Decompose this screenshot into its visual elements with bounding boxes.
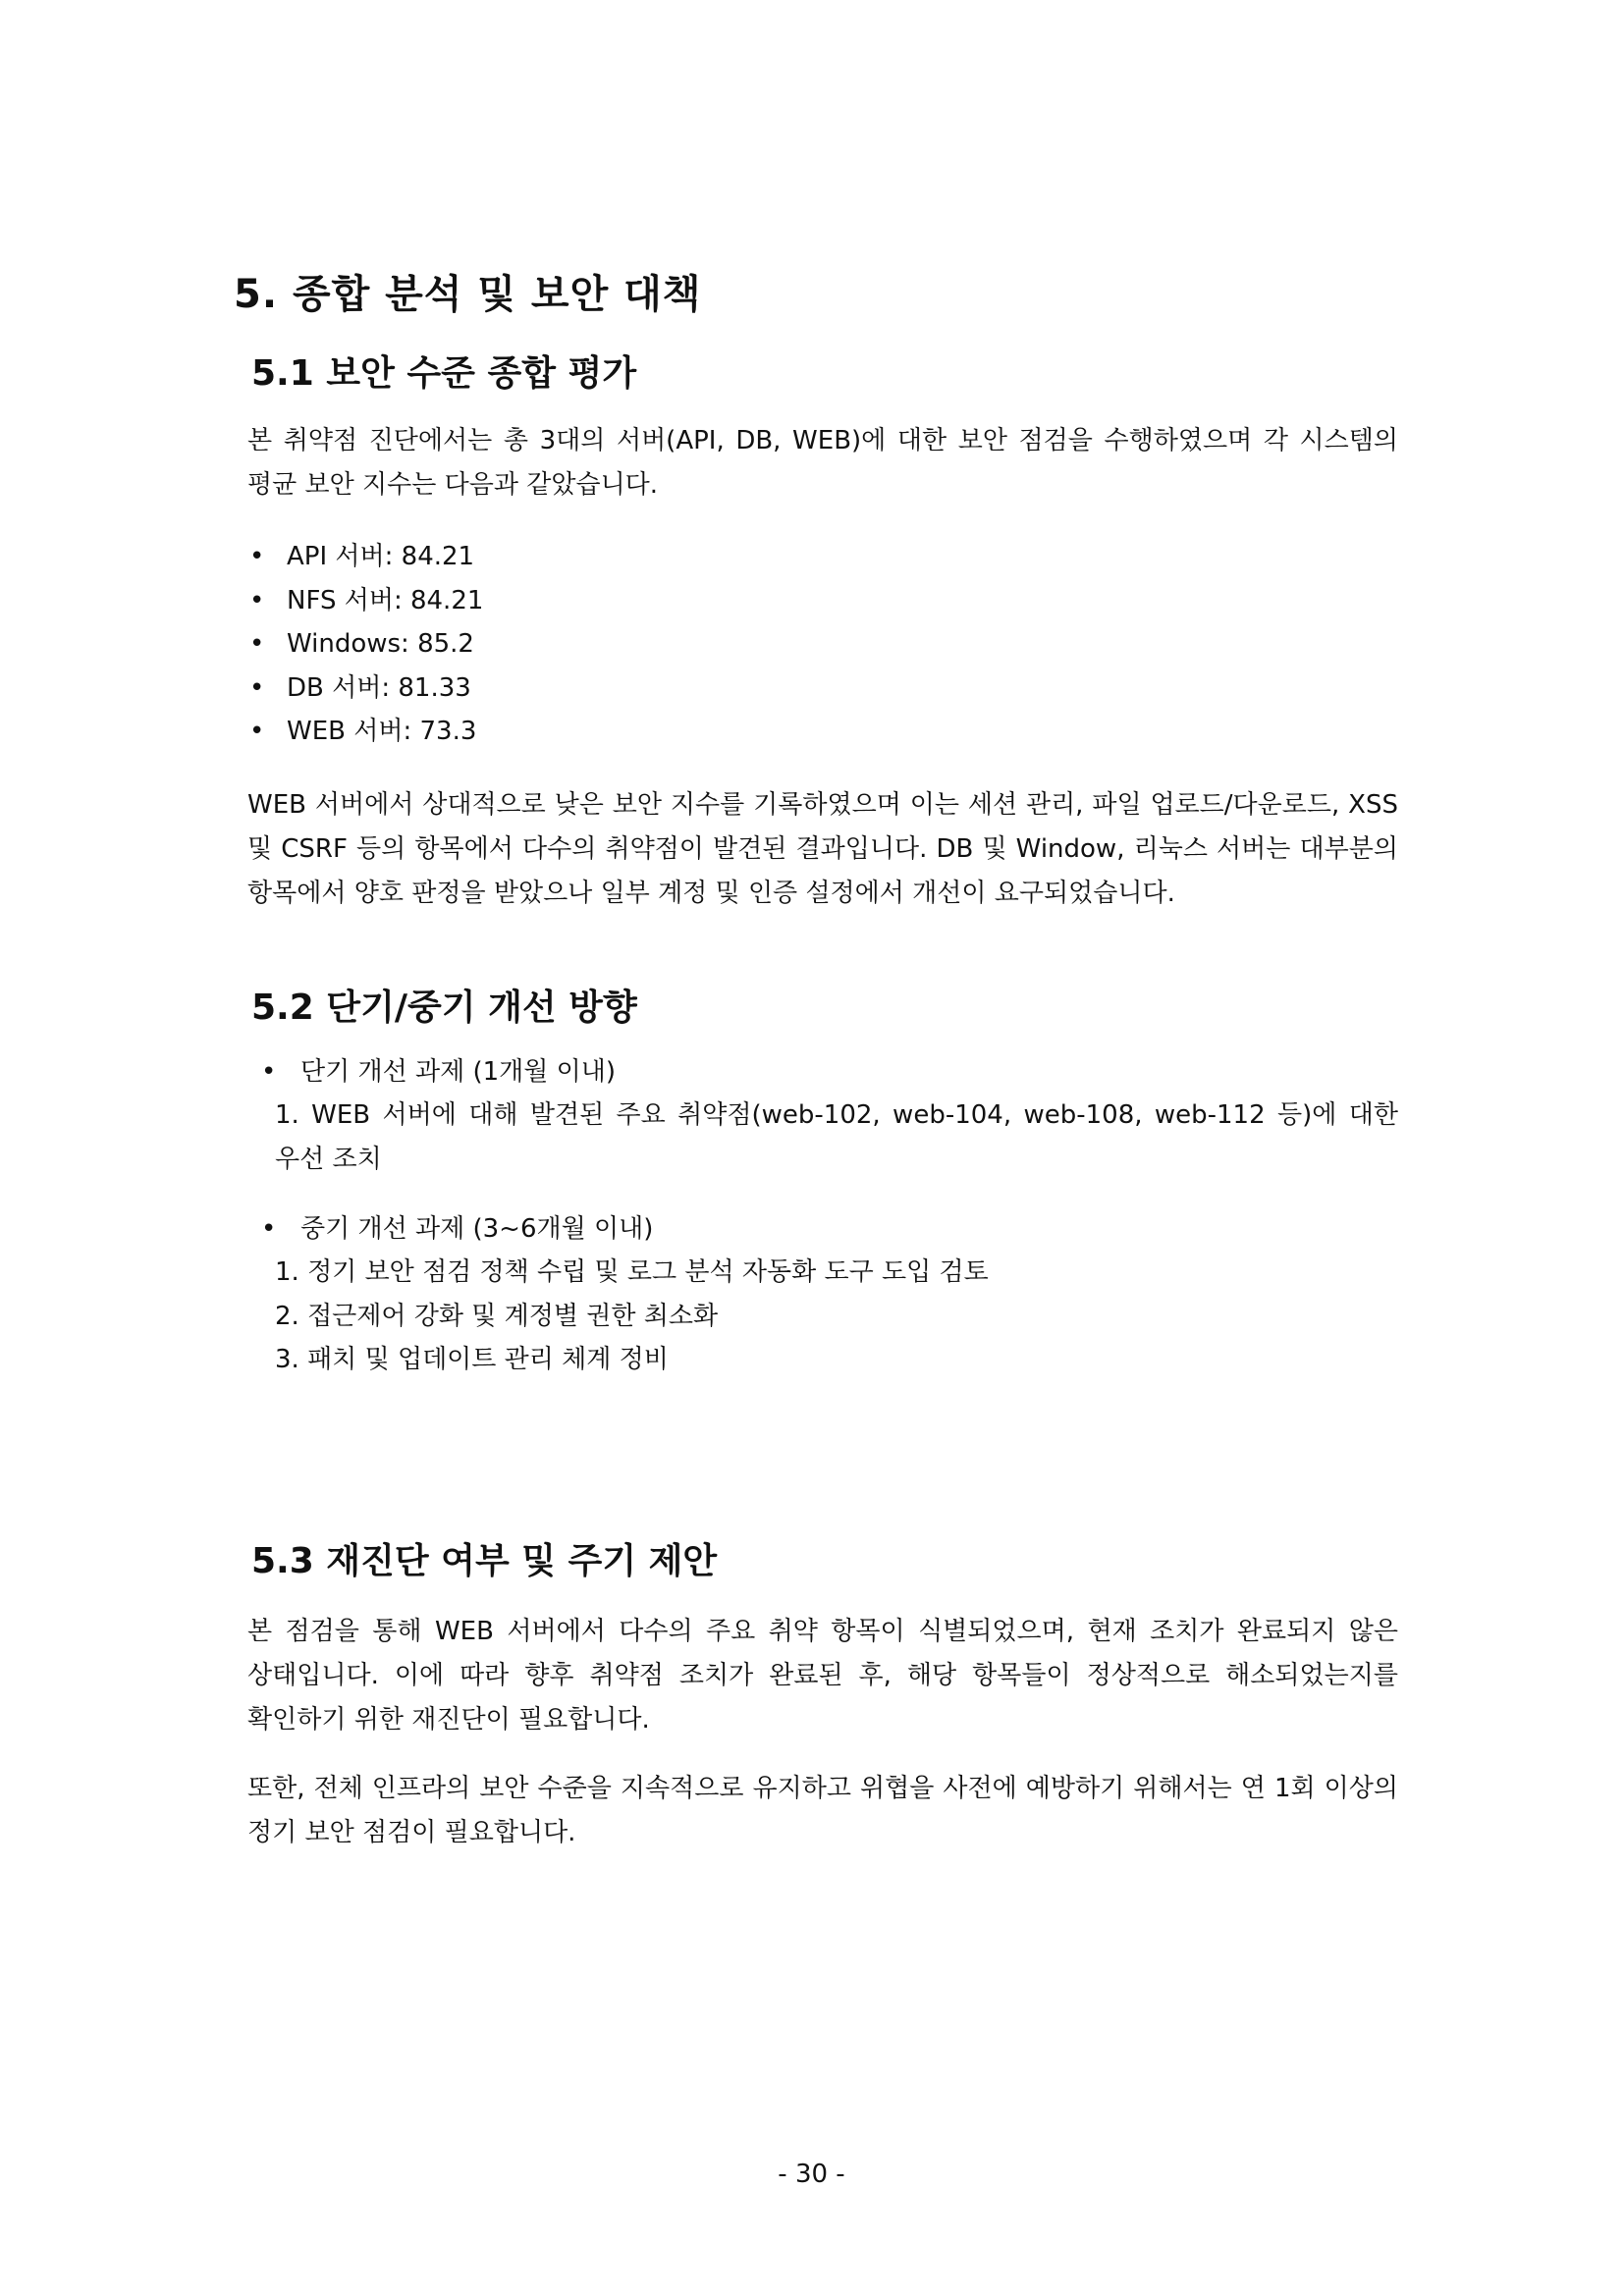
short-term-label: • 단기 개선 과제 (1개월 이내) bbox=[261, 1050, 616, 1094]
bullet-icon: • bbox=[249, 672, 265, 703]
bullet-icon: • bbox=[261, 1057, 277, 1087]
periodic-check-paragraph: 또한, 전체 인프라의 보안 수준을 지속적으로 유지하고 위협을 사전에 예방하기 위해서는 연 1회 이상의 정기 보안 점검이 필요합니다. bbox=[247, 1774, 1398, 1847]
list-item: 3. 패치 및 업데이트 관리 체계 정비 bbox=[275, 1345, 669, 1374]
list-item: • NFS 서버: 84.21 bbox=[247, 579, 483, 623]
mid-term-list bbox=[275, 1251, 1398, 1382]
list-item: 2. 접근제어 강화 및 계정별 권한 최소화 bbox=[275, 1301, 719, 1331]
list-item: • API 서버: 84.21 bbox=[247, 535, 483, 579]
mid-term-label: • 중기 개선 과제 (3~6개월 이내) bbox=[261, 1207, 653, 1251]
list-item: 1. WEB 서버에 대해 발견된 주요 취약점(web-102, web-104, web-108, web-112 등)에 대한 우선 조치 bbox=[275, 1100, 1398, 1174]
intro-paragraph: 본 취약점 진단에서는 총 3대의 서버(API, DB, WEB)에 대한 보안 점검을 수행하였으며 각 시스템의 평균 보안 지수는 다음과 같았습니다. bbox=[247, 426, 1398, 500]
bullet-icon: • bbox=[249, 542, 265, 571]
page-number: - 30 - bbox=[778, 2160, 845, 2189]
list-item: • DB 서버: 81.33 bbox=[247, 667, 483, 711]
subsection-title-5-3: 5.3 재진단 여부 및 주기 제안 bbox=[251, 1541, 718, 1581]
recheck-paragraph: 본 점검을 통해 WEB 서버에서 다수의 주요 취약 항목이 식별되었으며, 현재 조치가 완료되지 않은 상태입니다. 이에 따라 향후 취약점 조치가 완료된 후, 해당 항목들이 정상적으로 해소되었는지를 확인하기 위한 재진단이 필요합니다. bbox=[247, 1617, 1398, 1735]
subsection-title-5-1: 5.1 보안 수준 종합 평가 bbox=[251, 353, 637, 394]
subsection-title-5-2: 5.2 단기/중기 개선 방향 bbox=[251, 988, 637, 1028]
list-item: • WEB 서버: 73.3 bbox=[247, 710, 483, 754]
section-title: 5. 종합 분석 및 보안 대책 bbox=[234, 272, 702, 317]
bullet-icon: • bbox=[261, 1214, 277, 1244]
list-item: • Windows: 85.2 bbox=[247, 622, 483, 667]
score-list bbox=[247, 535, 483, 754]
bullet-icon: • bbox=[249, 629, 265, 659]
list-item: 1. 정기 보안 점검 정책 수립 및 로그 분석 자동화 도구 도입 검토 bbox=[275, 1257, 989, 1287]
analysis-paragraph: WEB 서버에서 상대적으로 낮은 보안 지수를 기록하였으며 이는 세션 관리, 파일 업로드/다운로드, XSS 및 CSRF 등의 항목에서 다수의 취약점이 발견된 결과입니다. DB 및 Window, 리눅스 서버는 대부분의 항목에서 양호 판정을 받았으나 일부 계정 및 인증 설정에서 개선이 요구되었습니다. bbox=[247, 790, 1398, 908]
bullet-icon: • bbox=[249, 717, 265, 746]
bullet-icon: • bbox=[249, 585, 265, 615]
short-term-list bbox=[275, 1094, 1398, 1181]
